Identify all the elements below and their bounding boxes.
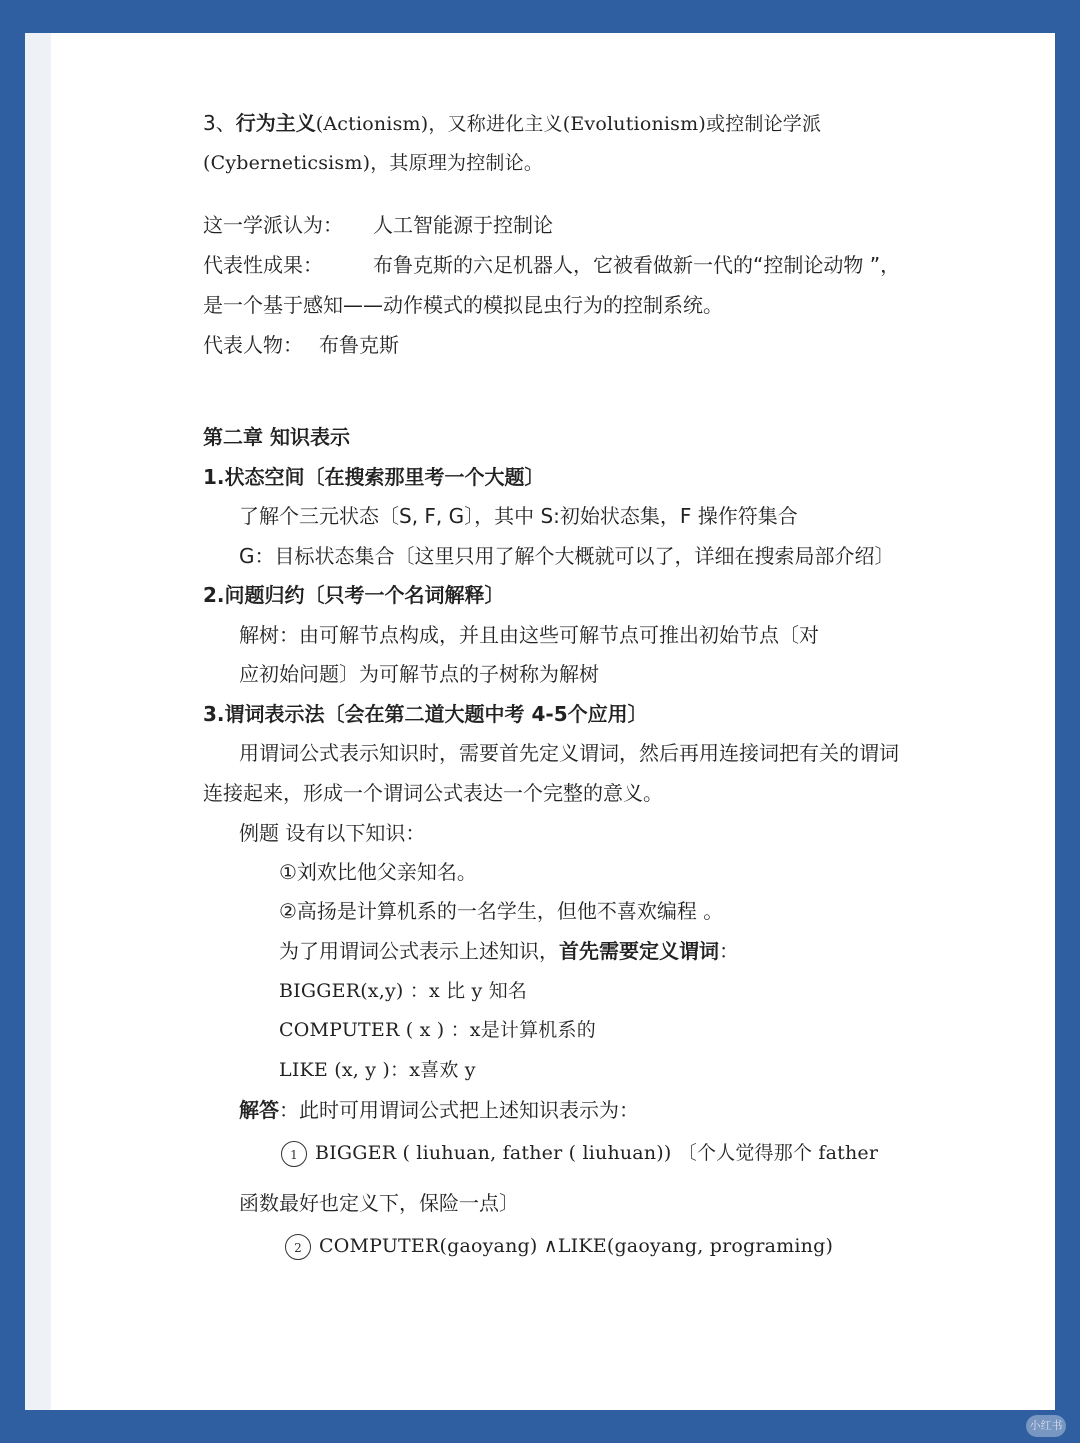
define-intro-text: 为了用谓词公式表示上述知识， (279, 939, 559, 963)
predicate-def-computer: COMPUTER ( x ) ：x是计算机系的 (279, 1019, 596, 1041)
school-achievement-value: 布鲁克斯的六足机器人，它被看做新一代的“控制论动物 ”， (373, 253, 901, 277)
circled-number-2: 2 (285, 1234, 311, 1260)
school-achievement-cont: 是一个基于感知——动作模式的模拟昆虫行为的控制系统。 (203, 293, 723, 317)
school-view-row (203, 211, 553, 239)
answer-intro (239, 1096, 639, 1124)
heading-problem-reduction: 2.问题归约〔只考一个名词解释〕 (203, 583, 505, 607)
predicate-def-bigger: BIGGER(x,y) ：x 比 y 知名 (279, 980, 528, 1002)
define-predicates-intro (279, 937, 739, 965)
school-achievement-label: 代表性成果： (203, 253, 323, 277)
answer-formula-2 (285, 1232, 833, 1260)
chapter-title: 第二章 知识表示 (203, 425, 350, 449)
page-margin-stripe (25, 33, 51, 1410)
school-person-label: 代表人物： (203, 333, 303, 357)
heading-state-space: 1.状态空间〔在搜索那里考一个大题〕 (203, 465, 545, 489)
watermark-badge: 小红书 (1026, 1415, 1066, 1437)
answer-text: ：此时可用谓词公式把上述知识表示为： (279, 1098, 639, 1122)
section-term-desc: (Actionism)，又称进化主义(Evolutionism)或控制论学派 (315, 113, 822, 135)
problem-reduction-para2: 应初始问题〕为可解节点的子树称为解树 (239, 662, 599, 686)
predicate-para2: 连接起来，形成一个谓词公式表达一个完整的意义。 (203, 781, 663, 805)
answer-formula-1-cont: 函数最好也定义下，保险一点〕 (239, 1191, 519, 1215)
define-intro-bold: 首先需要定义谓词 (559, 939, 719, 963)
problem-reduction-para1: 解树：由可解节点构成，并且由这些可解节点可推出初始节点〔对 (239, 623, 819, 647)
predicate-def-like: LIKE (x, y )：x喜欢 y (279, 1059, 476, 1081)
state-space-para1: 了解个三元状态〔S, F, G〕，其中 S:初始状态集，F 操作符集合 (239, 504, 798, 528)
example-intro: 例题 设有以下知识： (239, 821, 426, 845)
document-page (25, 33, 1055, 1410)
state-space-para2: G：目标状态集合〔这里只用了解个大概就可以了，详细在搜索局部介绍〕 (239, 544, 895, 568)
answer-formula-1 (281, 1139, 878, 1167)
school-achievement-row (203, 251, 900, 279)
school-view-label: 这一学派认为： (203, 213, 343, 237)
formula-1-text: BIGGER ( liuhuan, father ( liuhuan)) 〔个人觉得那个 father (315, 1142, 879, 1164)
school-person-value: 布鲁克斯 (319, 333, 399, 357)
section3-line1 (203, 109, 821, 138)
define-intro-colon: ： (719, 939, 739, 963)
section-term: 行为主义 (235, 111, 316, 135)
knowledge-2: ②高扬是计算机系的一名学生，但他不喜欢编程 。 (279, 899, 724, 923)
school-view-value: 人工智能源于控制论 (373, 213, 553, 237)
section3-line2: (Cyberneticsism)，其原理为控制论。 (203, 152, 544, 174)
section-number: 3、 (203, 111, 236, 135)
predicate-para1: 用谓词公式表示知识时，需要首先定义谓词，然后再用连接词把有关的谓词 (239, 741, 899, 765)
answer-label: 解答 (239, 1098, 279, 1122)
knowledge-1: ①刘欢比他父亲知名。 (279, 860, 477, 884)
circled-number-1: 1 (281, 1141, 307, 1167)
heading-predicate: 3.谓词表示法〔会在第二道大题中考 4-5个应用〕 (203, 702, 648, 726)
school-person-row (203, 331, 399, 359)
formula-2-text: COMPUTER(gaoyang) ∧LIKE(gaoyang, programing) (319, 1235, 834, 1257)
